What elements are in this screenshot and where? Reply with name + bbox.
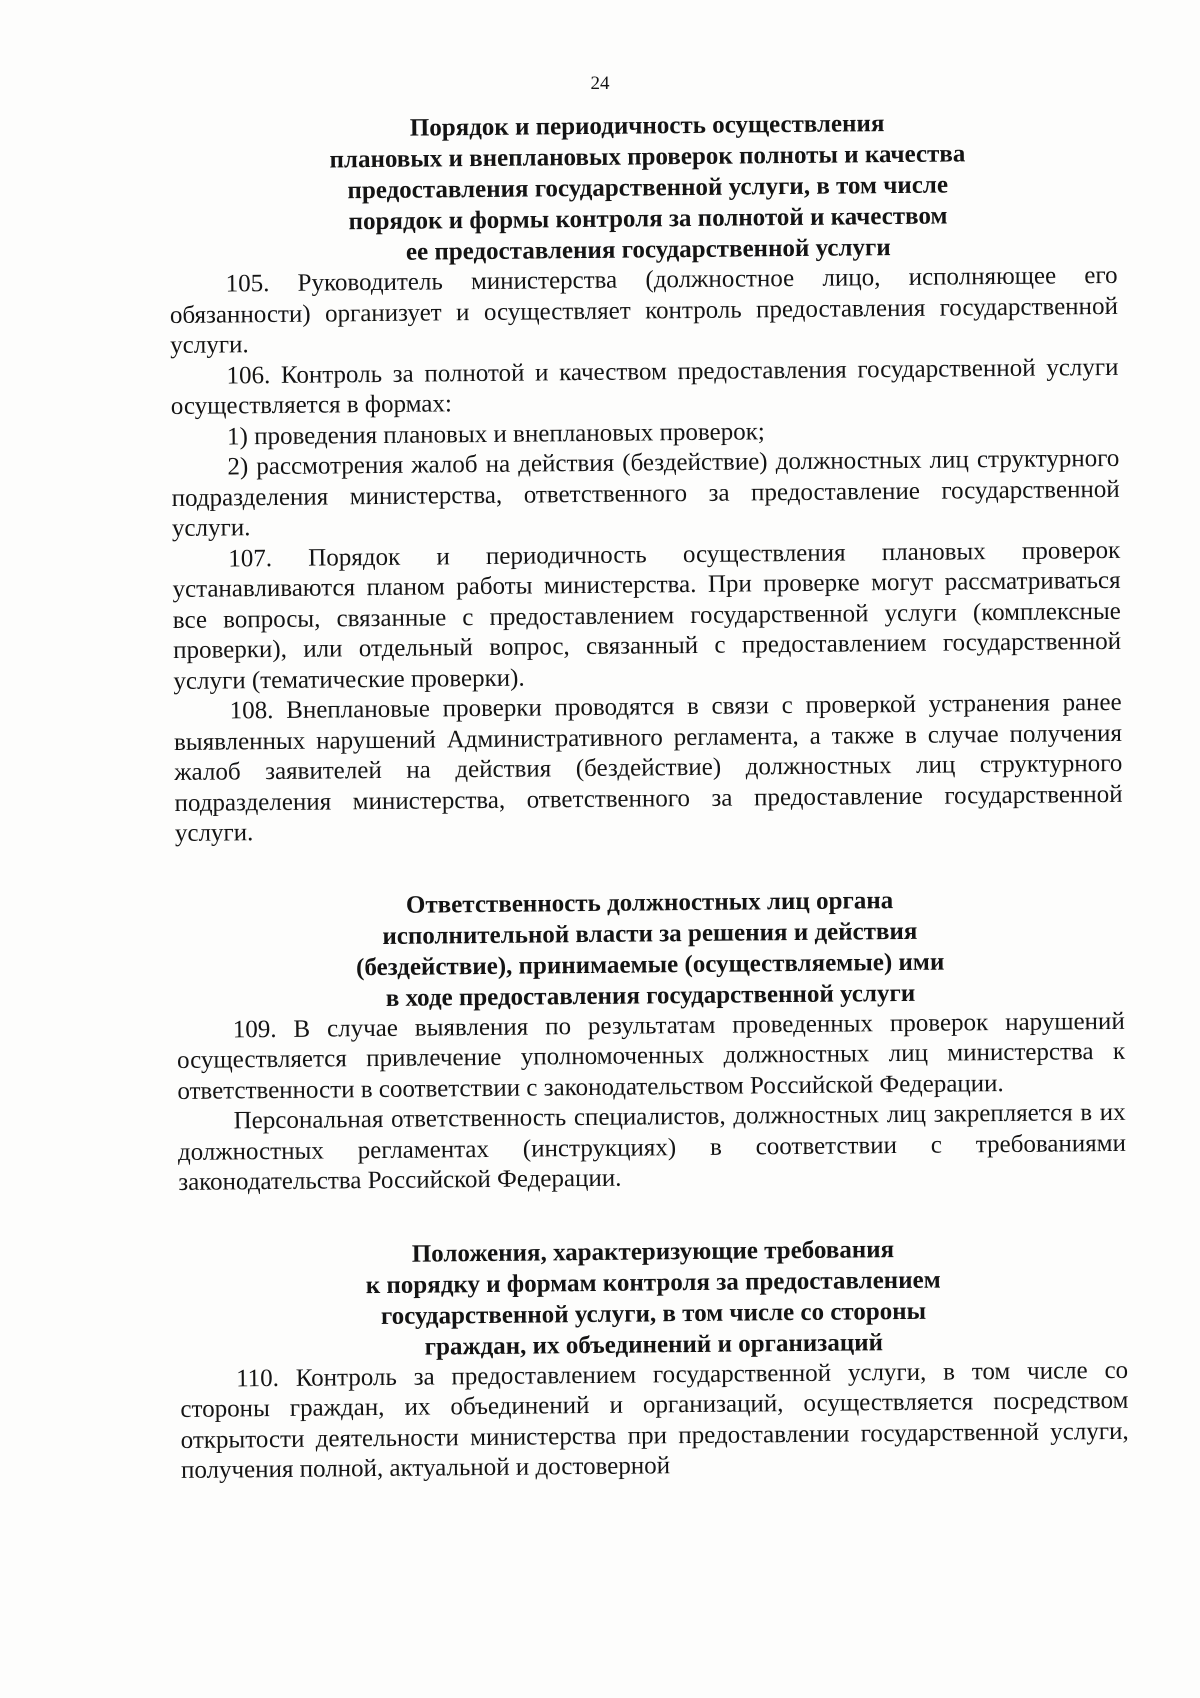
heading-line: Порядок и периодичность осуществления	[409, 110, 885, 142]
list-item-2: 2) рассмотрения жалоб на действия (бездействие) должностных лиц структурного подразделения министерства, ответственного за предоставление государственной услуги.	[171, 444, 1120, 542]
section-heading-control-procedure	[178, 106, 1117, 270]
paragraph-109: 109. В случае выявления по результатам проведенных проверок нарушений осуществляется привлечение уполномоченных должностных лиц министерства к ответственности в соответствии с законодательством Российской Федерации.	[176, 1007, 1126, 1105]
list-item-1: 1) проведения плановых и внеплановых проверок;	[226, 417, 765, 450]
paragraph-106: 106. Контроль за полнотой и качеством предоставления государственной услуги осуществляется в формах:	[170, 353, 1119, 420]
heading-line: граждан, их объединений и организаций	[424, 1328, 884, 1361]
heading-line: (бездействие), принимаемые (осуществляемые) ими	[355, 948, 945, 981]
paragraph-110: 110. Контроль за предоставлением государственной услуги, в том числе со стороны граждан, их объединений и организаций, осуществляется посредством открытости деятельности министерства при предоставлении государственной услуги, получения полной, актуальной и достоверной	[180, 1356, 1129, 1484]
section-heading-control-requirements	[179, 1231, 1128, 1364]
heading-line: предоставления государственной услуги, в том числе	[347, 171, 949, 205]
paragraph-107: 107. Порядок и периодичность осуществления плановых проверок устанавливаются планом работы министерства. При проверке могут рассматриваться все вопросы, связанные с предоставлением государственной услуги (комплексные проверки), или отдельный вопрос, связанный с предоставлением государственной услуги (тематические проверки).	[172, 536, 1122, 695]
heading-line: к порядку и формам контроля за предоставлением	[365, 1266, 941, 1299]
heading-line: Положения, характеризующие требования	[411, 1235, 895, 1268]
paragraph-108: 108. Внеплановые проверки проводятся в связи с проверкой устранения ранее выявленных нарушений Административного регламента, а также в случае получения жалоб заявителей на действия (бездействие) должностных лиц структурного подразделения министерства, ответственного за предоставление государственной услуги.	[173, 688, 1123, 847]
paragraph-personal-responsibility: Персональная ответственность специалистов, должностных лиц закрепляется в их должностных регламентах (инструкциях) в соответствии с требованиями законодательства Российской Федерации.	[177, 1098, 1127, 1196]
heading-line: государственной услуги, в том числе со стороны	[380, 1297, 927, 1330]
heading-line: исполнительной власти за решения и действия	[382, 917, 918, 950]
heading-line: плановых и внеплановых проверок полноты и качества	[329, 140, 966, 174]
heading-line: ее предоставления государственной услуги	[405, 234, 891, 266]
paragraph-105: 105. Руководитель министерства (должностное лицо, исполняющее его обязанности) организует и осуществляет контроль предоставления государственной услуги.	[169, 261, 1119, 359]
heading-line: в ходе предоставления государственной услуги	[385, 979, 916, 1012]
page-number: 24	[590, 73, 610, 94]
document-body	[168, 106, 1129, 1487]
heading-line: порядок и формы контроля за полнотой и качеством	[348, 202, 948, 236]
section-heading-responsibility	[175, 882, 1124, 1015]
heading-line: Ответственность должностных лиц органа	[405, 886, 894, 919]
